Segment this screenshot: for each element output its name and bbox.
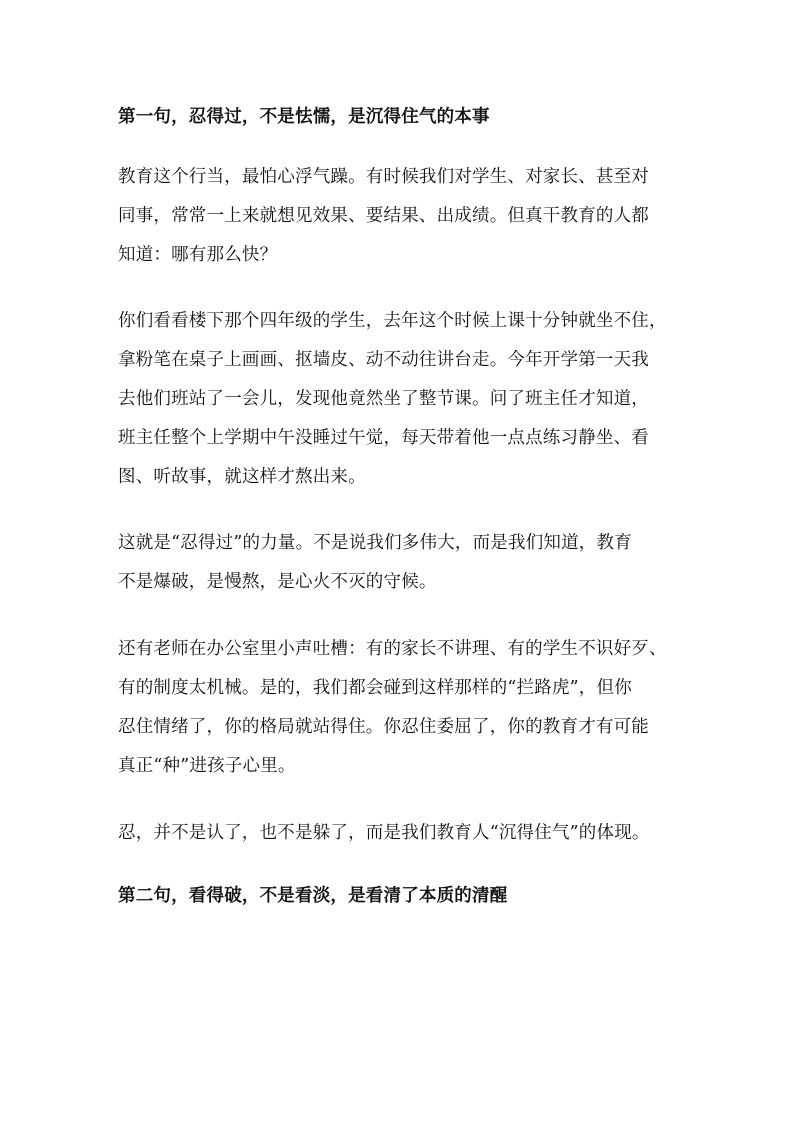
text-line: 不是爆破，是慢熬，是心火不灭的守候。 — [118, 572, 437, 592]
text-line: 还有老师在办公室里小声吐槽：有的家长不讲理、有的学生不识好歹、 — [118, 639, 667, 659]
text-line: 这就是“忍得过”的力量。不是说我们多伟大，而是我们知道，教育 — [118, 533, 632, 553]
text-line: 知道：哪有那么快？ — [118, 245, 278, 265]
text-line: 图、听故事，就这样才熬出来。 — [118, 467, 366, 487]
section-heading-1: 第一句，忍得过，不是怯懦，是沉得住气的本事 — [118, 107, 490, 127]
text-line: 去他们班站了一会儿，发现他竟然坐了整节课。问了班主任才知道， — [118, 389, 649, 409]
text-line: 你们看看楼下那个四年级的学生，去年这个时候上课十分钟就坐不住， — [118, 311, 667, 331]
paragraph-3 — [118, 524, 680, 602]
text-line: 真正“种”进孩子心里。 — [118, 756, 296, 776]
text-line: 拿粉笔在桌子上画画、抠墙皮、动不动往讲台走。今年开学第一天我 — [118, 350, 649, 370]
section-heading-2: 第二句，看得破，不是看淡，是看清了本质的清醒 — [118, 886, 508, 906]
paragraph-2 — [118, 302, 680, 497]
text-line: 有的制度太机械。是的，我们都会碰到这样那样的“拦路虎”，但你 — [118, 678, 632, 698]
text-line: 忍住情绪了，你的格局就站得住。你忍住委屈了，你的教育才有可能 — [118, 717, 649, 737]
paragraph-4 — [118, 630, 680, 786]
text-line: 同事，常常一上来就想见效果、要结果、出成绩。但真干教育的人都 — [118, 206, 649, 226]
text-line: 班主任整个上学期中午没睡过午觉，每天带着他一点点练习静坐、看 — [118, 428, 649, 448]
paragraph-1 — [118, 158, 680, 275]
text-line: 教育这个行当，最怕心浮气躁。有时候我们对学生、对家长、甚至对 — [118, 167, 649, 187]
paragraph-5: 忍，并不是认了，也不是躲了，而是我们教育人“沉得住气”的体现。 — [118, 823, 650, 843]
